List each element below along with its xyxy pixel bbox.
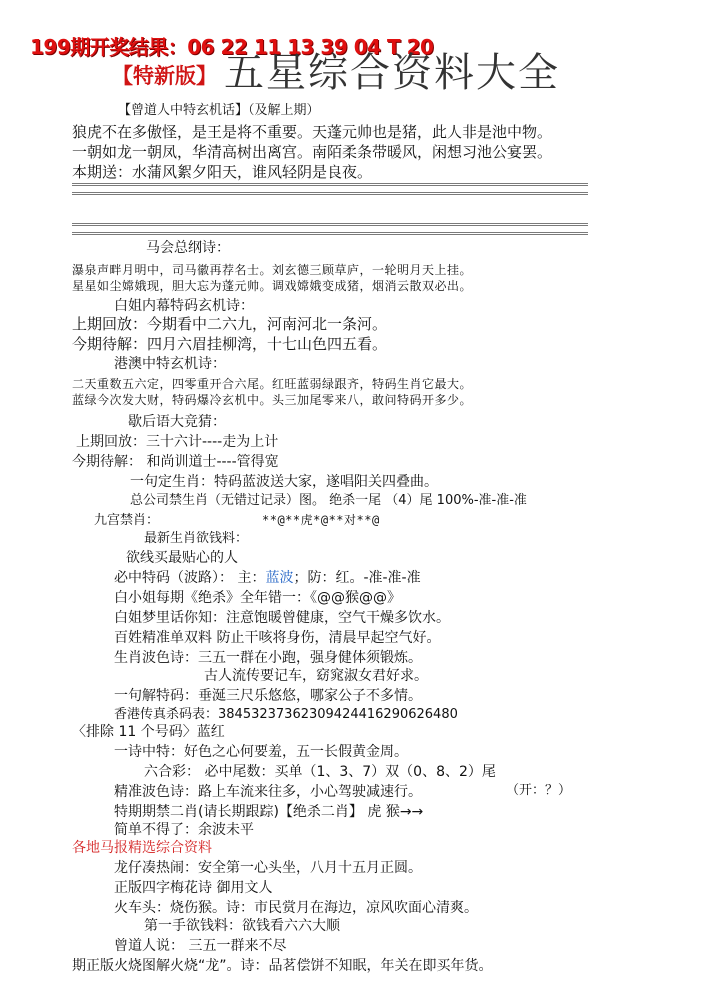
divider <box>72 183 588 195</box>
first-hand-line: 第一手欲钱料：欲钱看六六大顺 <box>144 918 340 934</box>
poem-line: 蓝绿今次发大财，特码爆冷玄机中。头三加尾零来八，敢问特码开多少。 <box>72 393 473 407</box>
hk-kill-value: 38453237362309424416290626480 <box>218 707 458 722</box>
zeng-line: 曾道人说： 三五一群来不尽 <box>114 938 287 954</box>
must-win-blue: 蓝波 <box>265 570 294 586</box>
plum-line: 正版四字梅花诗 御用文人 <box>114 880 273 896</box>
divider <box>72 223 588 235</box>
one-sentence-zodiac: 一句定生肖：特码蓝波送大家，遂唱阳关四叠曲。 <box>130 474 438 490</box>
regional-heading: 各地马报精选综合资料 <box>72 840 212 856</box>
zodiac-poem-line: 生肖波色诗：三五一群在小跑，强身健体须锻炼。 <box>114 650 422 666</box>
last-period-line: 上期回放：今期看中二六九，河南河北一条河。 <box>72 315 388 333</box>
newest-zodiac: 最新生肖欲钱料： <box>144 531 249 546</box>
must-win-prefix: 必中特码（波路）： 主： <box>114 570 266 586</box>
this-period-line: 今期待解：四月六眉挂柳湾，十七山色四五看。 <box>72 335 388 353</box>
dream-line: 白姐梦里话你知：注意饱暖曾健康，空气干燥多饮水。 <box>114 610 450 626</box>
poem-win-line: 一诗中特：好色之心何要羞，五一长假黄金周。 <box>114 744 408 760</box>
wave-open-note: （开：？） <box>506 783 572 798</box>
poem-line: 瀑泉声畔月明中，司马徽再荐名士。刘玄德三顾草庐，一轮明月天上挂。 <box>72 263 473 277</box>
nine-palace-label: 九宫禁肖： <box>94 513 160 528</box>
must-win-line <box>114 570 421 586</box>
ancient-line: 古人流传要记车，窈窕淑女君好求。 <box>204 668 428 684</box>
section-heading: 白姐内幕特码玄机诗： <box>114 298 254 314</box>
intro-heading: 【曾道人中特玄机话】（及解上期） <box>118 103 320 118</box>
intro-line: 狼虎不在多傲怪，是王是将不重要。天蓬元帅也是猪，此人非是池中物。 <box>72 123 553 141</box>
must-win-suffix: ；防：红。-准-准-准 <box>293 570 421 586</box>
section-heading: 港澳中特玄机诗： <box>114 356 226 372</box>
dragon-line: 龙仔凑热闹：安全第一心头坐，八月十五月正圆。 <box>114 860 422 876</box>
baixing-line: 百姓精准单双料 防止干咳将身伤，清晨早起空气好。 <box>114 630 441 646</box>
simple-line: 简单不得了：余波未平 <box>114 822 254 838</box>
poem-line: 二天重数五六定，四零重开合六尾。红旺蓝弱绿跟齐，特码生肖它最大。 <box>72 377 473 391</box>
exclude-line: 〈排除 11 个号码〉蓝红 <box>72 724 225 740</box>
one-phrase-line: 一句解特码：垂涎三尺乐悠悠，哪家公子不多情。 <box>114 688 422 704</box>
wave-poem-line: 精准波色诗：路上车流来往多，小心驾驶减速行。 <box>114 784 422 800</box>
hk-kill-label: 香港传真杀码表： <box>114 707 219 722</box>
white-small-line: 白小姐每期《绝杀》全年错一：《@@猴@@》 <box>114 590 401 606</box>
edition-label: 【特新版】 <box>112 64 217 88</box>
six-color-line: 六合彩： 必中尾数：买单（1、3、7）双（0、8、2）尾 <box>144 764 496 780</box>
train-line: 火车头：烧伤猴。诗：市民赏月在海边，凉风吹面心清爽。 <box>114 900 478 916</box>
nine-palace-value: **@**虎*@**对**@ <box>262 513 380 527</box>
this-period-line: 今期待解： 和尚训道士----管得宽 <box>72 454 279 470</box>
money-line: 欲线买最贴心的人 <box>126 550 238 566</box>
company-banned-zodiac: 总公司禁生肖（无错过记录）图。 绝杀一尾 （4）尾 100%-准-准-准 <box>130 493 527 508</box>
fire-line: 期正版火烧图解火烧“龙”。诗：品茗偿饼不知眠，年关在即买年货。 <box>72 958 493 974</box>
page-title: 五星综合资料大全 <box>224 50 560 96</box>
section-heading: 歇后语大竞猜： <box>128 414 226 430</box>
section-heading: 马会总纲诗： <box>146 240 230 256</box>
draw-result-banner: 199期开奖结果：06 22 11 13 39 04 T 20 <box>30 35 434 59</box>
intro-line: 本期送：水蒲风絮夕阳天，谁风轻阴是良夜。 <box>72 163 373 181</box>
intro-line: 一朝如龙一朝凤，华清高树出离宫。南陌柔条带暖风，闲想习池公宴罢。 <box>72 143 553 161</box>
last-period-line: 上期回放：三十六计----走为上计 <box>76 434 279 450</box>
poem-line: 星星如尘嫦娥现，胆大忘为蓬元帅。调戏嫦娥变成猪，烟消云散双必出。 <box>72 279 473 293</box>
hk-kill-line <box>114 708 458 723</box>
special-two-line: 特期期禁二肖(请长期跟踪)【绝杀二肖】 虎 猴→→ <box>114 804 424 820</box>
